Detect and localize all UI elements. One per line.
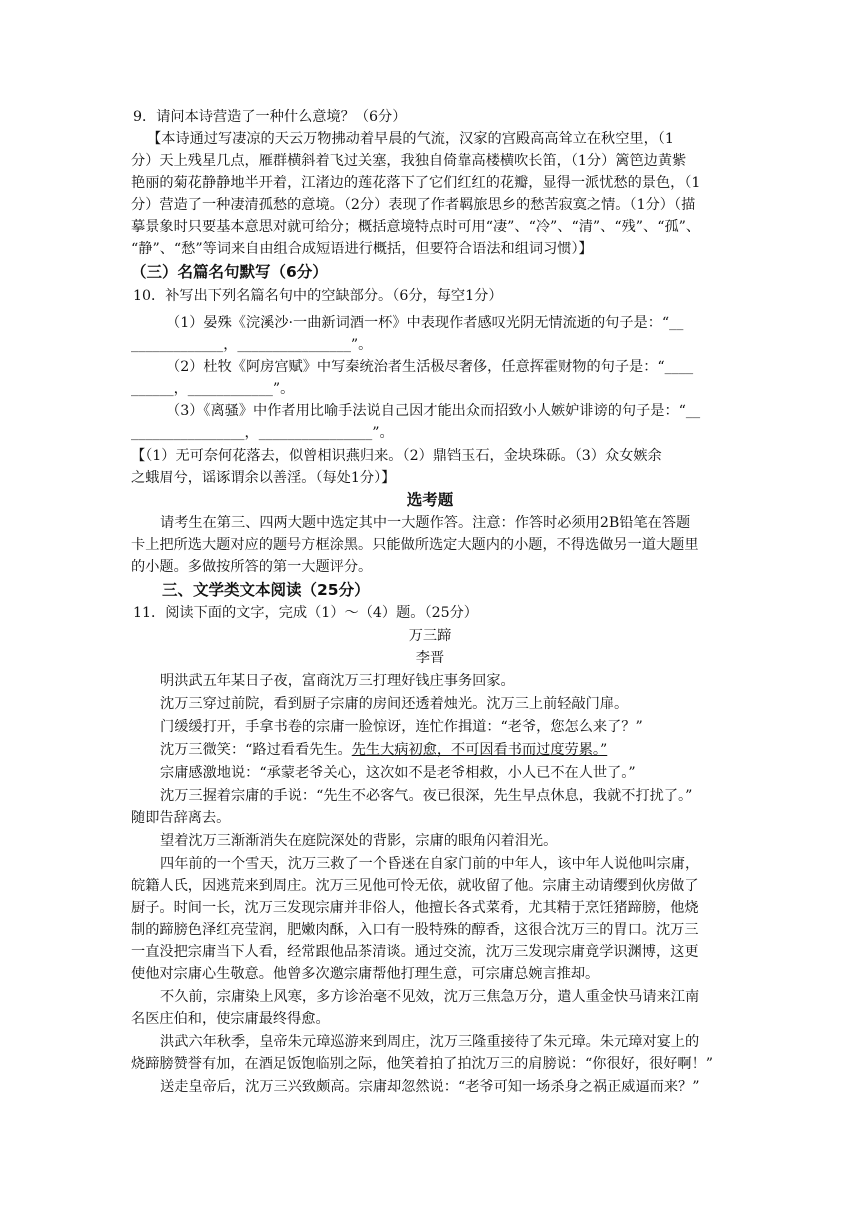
elective-instruction-line: 卡上把所选大题对应的题号方框涂黑。只能做所选定大题内的小题，不得选做另一道大题里 xyxy=(131,537,699,553)
story-paragraph: 望着沈万三渐渐消失在庭院深处的背影，宗庸的眼角闪着泪光。 xyxy=(160,833,558,849)
story-paragraph: 明洪武五年某日子夜，富商沈万三打理好钱庄事务回家。 xyxy=(160,673,515,689)
q9-answer-line: 艳丽的菊花静静地半开着，江渚边的莲花落下了它们红红的花瓣，显得一派忧愁的景色，（1 xyxy=(131,175,701,191)
q10-answer-line: 之蛾眉兮，谣诼谓余以善淫。（每处1分）】 xyxy=(131,470,396,486)
story-paragraph: 沈万三握着宗庸的手说：“先生不必客气。夜已很深，先生早点休息，我就不打扰了。” xyxy=(160,788,693,804)
underlined-sentence: 先生大病初愈，不可因看书而过度劳累。 xyxy=(351,742,600,758)
q9-question: 9．请问本诗营造了一种什么意境？（6分） xyxy=(133,109,407,125)
fill-blank-item: （1）晏殊《浣溪沙·一曲新词酒一杯》中表现作者感叹光阴无情流逝的句子是：“__ xyxy=(166,315,684,331)
dialogue-prefix: 沈万三微笑：“路过看看先生。 xyxy=(160,742,352,758)
story-paragraph-cont: 名医庄伯和，使宗庸最终得愈。 xyxy=(131,1011,330,1027)
dialogue-suffix: ” xyxy=(599,742,608,758)
story-paragraph-cont: 皖籍人氏，因逃荒来到周庄。沈万三见他可怜无依，就收留了他。宗庸主动请缨到伙房做了 xyxy=(131,878,699,894)
elective-instruction-line: 请考生在第三、四两大题中选定其中一大题作答。注意：作答时必须用2B铅笔在答题 xyxy=(160,515,691,531)
elective-heading: 选考题 xyxy=(406,491,454,509)
q9-answer-line: “静”、“愁”等词来自由组合成短语进行概括，但要符合语法和组词习惯）】 xyxy=(131,241,593,257)
story-paragraph-cont: 随即告辞离去。 xyxy=(131,810,231,826)
elective-instruction-line: 的小题。多做按所答的第一大题评分。 xyxy=(131,559,373,575)
story-paragraph: 送走皇帝后，沈万三兴致颇高。宗庸却忽然说：“老爷可知一场杀身之祸正威逼而来？” xyxy=(160,1079,700,1095)
fill-blank-item-cont: _____________，________________”。 xyxy=(131,337,373,353)
story-paragraph-cont: 烧蹄膀赞誉有加，在酒足饭饱临别之际，他笑着拍了拍沈万三的肩膀说：“你很好，很好啊！” xyxy=(131,1056,714,1072)
part-heading: 三、文学类文本阅读（25分） xyxy=(162,581,370,599)
story-title: 万三蹄 xyxy=(408,628,452,644)
story-paragraph-cont: 一直没把宗庸当下人看，经常跟他品茶清谈。通过交流，沈万三发现宗庸竟学识渊博，这更 xyxy=(131,944,699,960)
story-paragraph: 洪武六年秋季，皇帝朱元璋巡游来到周庄，沈万三隆重接待了朱元璋。朱元璋对宴上的 xyxy=(160,1034,700,1050)
fill-blank-item-cont: ________________，________________”。 xyxy=(131,425,394,441)
q9-answer-line: 摹景象时只要基本意思对就可给分；概括意境特点时可用“凄”、“冷”、“清”、“残”、“孤”、 xyxy=(131,219,701,235)
q11-intro: 11．阅读下面的文字，完成（1）～（4）题。（25分） xyxy=(133,605,478,621)
q10-intro: 10．补写出下列名篇名句中的空缺部分。（6分，每空1分） xyxy=(133,288,503,304)
story-paragraph: 宗庸感激地说：“承蒙老爷关心，这次如不是老爷相救，小人已不在人世了。” xyxy=(160,765,636,781)
fill-blank-item: （3）《离骚》中作者用比喻手法说自己因才能出众而招致小人嫉妒诽谤的句子是：“__ xyxy=(166,403,701,419)
story-paragraph: 不久前，宗庸染上风寒，多方诊治毫不见效，沈万三焦急万分，遣人重金快马请来江南 xyxy=(160,989,700,1005)
q9-answer-line: 分）天上残星几点，雁群横斜着飞过关塞，我独自倚靠高楼横吹长笛，（1分）篱笆边黄紫 xyxy=(131,153,687,169)
story-paragraph: 门缓缓打开，手拿书卷的宗庸一脸惊讶，连忙作揖道：“老爷，您怎么来了？” xyxy=(160,719,643,735)
story-paragraph: 四年前的一个雪天，沈万三救了一个昏迷在自家门前的中年人，该中年人说他叫宗庸， xyxy=(160,856,700,872)
story-paragraph xyxy=(160,740,607,760)
story-author: 李晋 xyxy=(415,650,445,666)
story-paragraph: 沈万三穿过前院，看到厨子宗庸的房间还透着烛光。沈万三上前轻敲门扉。 xyxy=(160,696,629,712)
q10-answer-line: 【（1）无可奈何花落去，似曾相识燕归来。（2）鼎铛玉石，金块珠砾。（3）众女嫉余 xyxy=(131,448,662,464)
section-heading: （三）名篇名句默写（6分） xyxy=(131,263,328,281)
story-paragraph-cont: 厨子。时间一长，沈万三发现宗庸并非俗人，他擅长各式菜肴，尤其精于烹饪猪蹄膀，他烧 xyxy=(131,900,699,916)
q9-answer-line: 【本诗通过写凄凉的天云万物拂动着早晨的气流，汉家的宫殿高高耸立在秋空里，（1 xyxy=(147,131,674,147)
story-paragraph-cont: 使他对宗庸心生敬意。他曾多次邀宗庸帮他打理生意，可宗庸总婉言推却。 xyxy=(131,966,600,982)
q9-answer-line: 分）营造了一种凄清孤愁的意境。（2分）表现了作者羁旅思乡的愁苦寂寞之情。（1分）（描 xyxy=(131,197,696,213)
fill-blank-item-cont: ______，____________”。 xyxy=(131,381,295,397)
story-paragraph-cont: 制的蹄膀色泽红亮莹润，肥嫩肉酥，入口有一股特殊的醇香，这很合沈万三的胃口。沈万三 xyxy=(131,922,699,938)
fill-blank-item: （2）杜牧《阿房宫赋》中写秦统治者生活极尽奢侈，任意挥霍财物的句子是：“____ xyxy=(166,359,694,375)
